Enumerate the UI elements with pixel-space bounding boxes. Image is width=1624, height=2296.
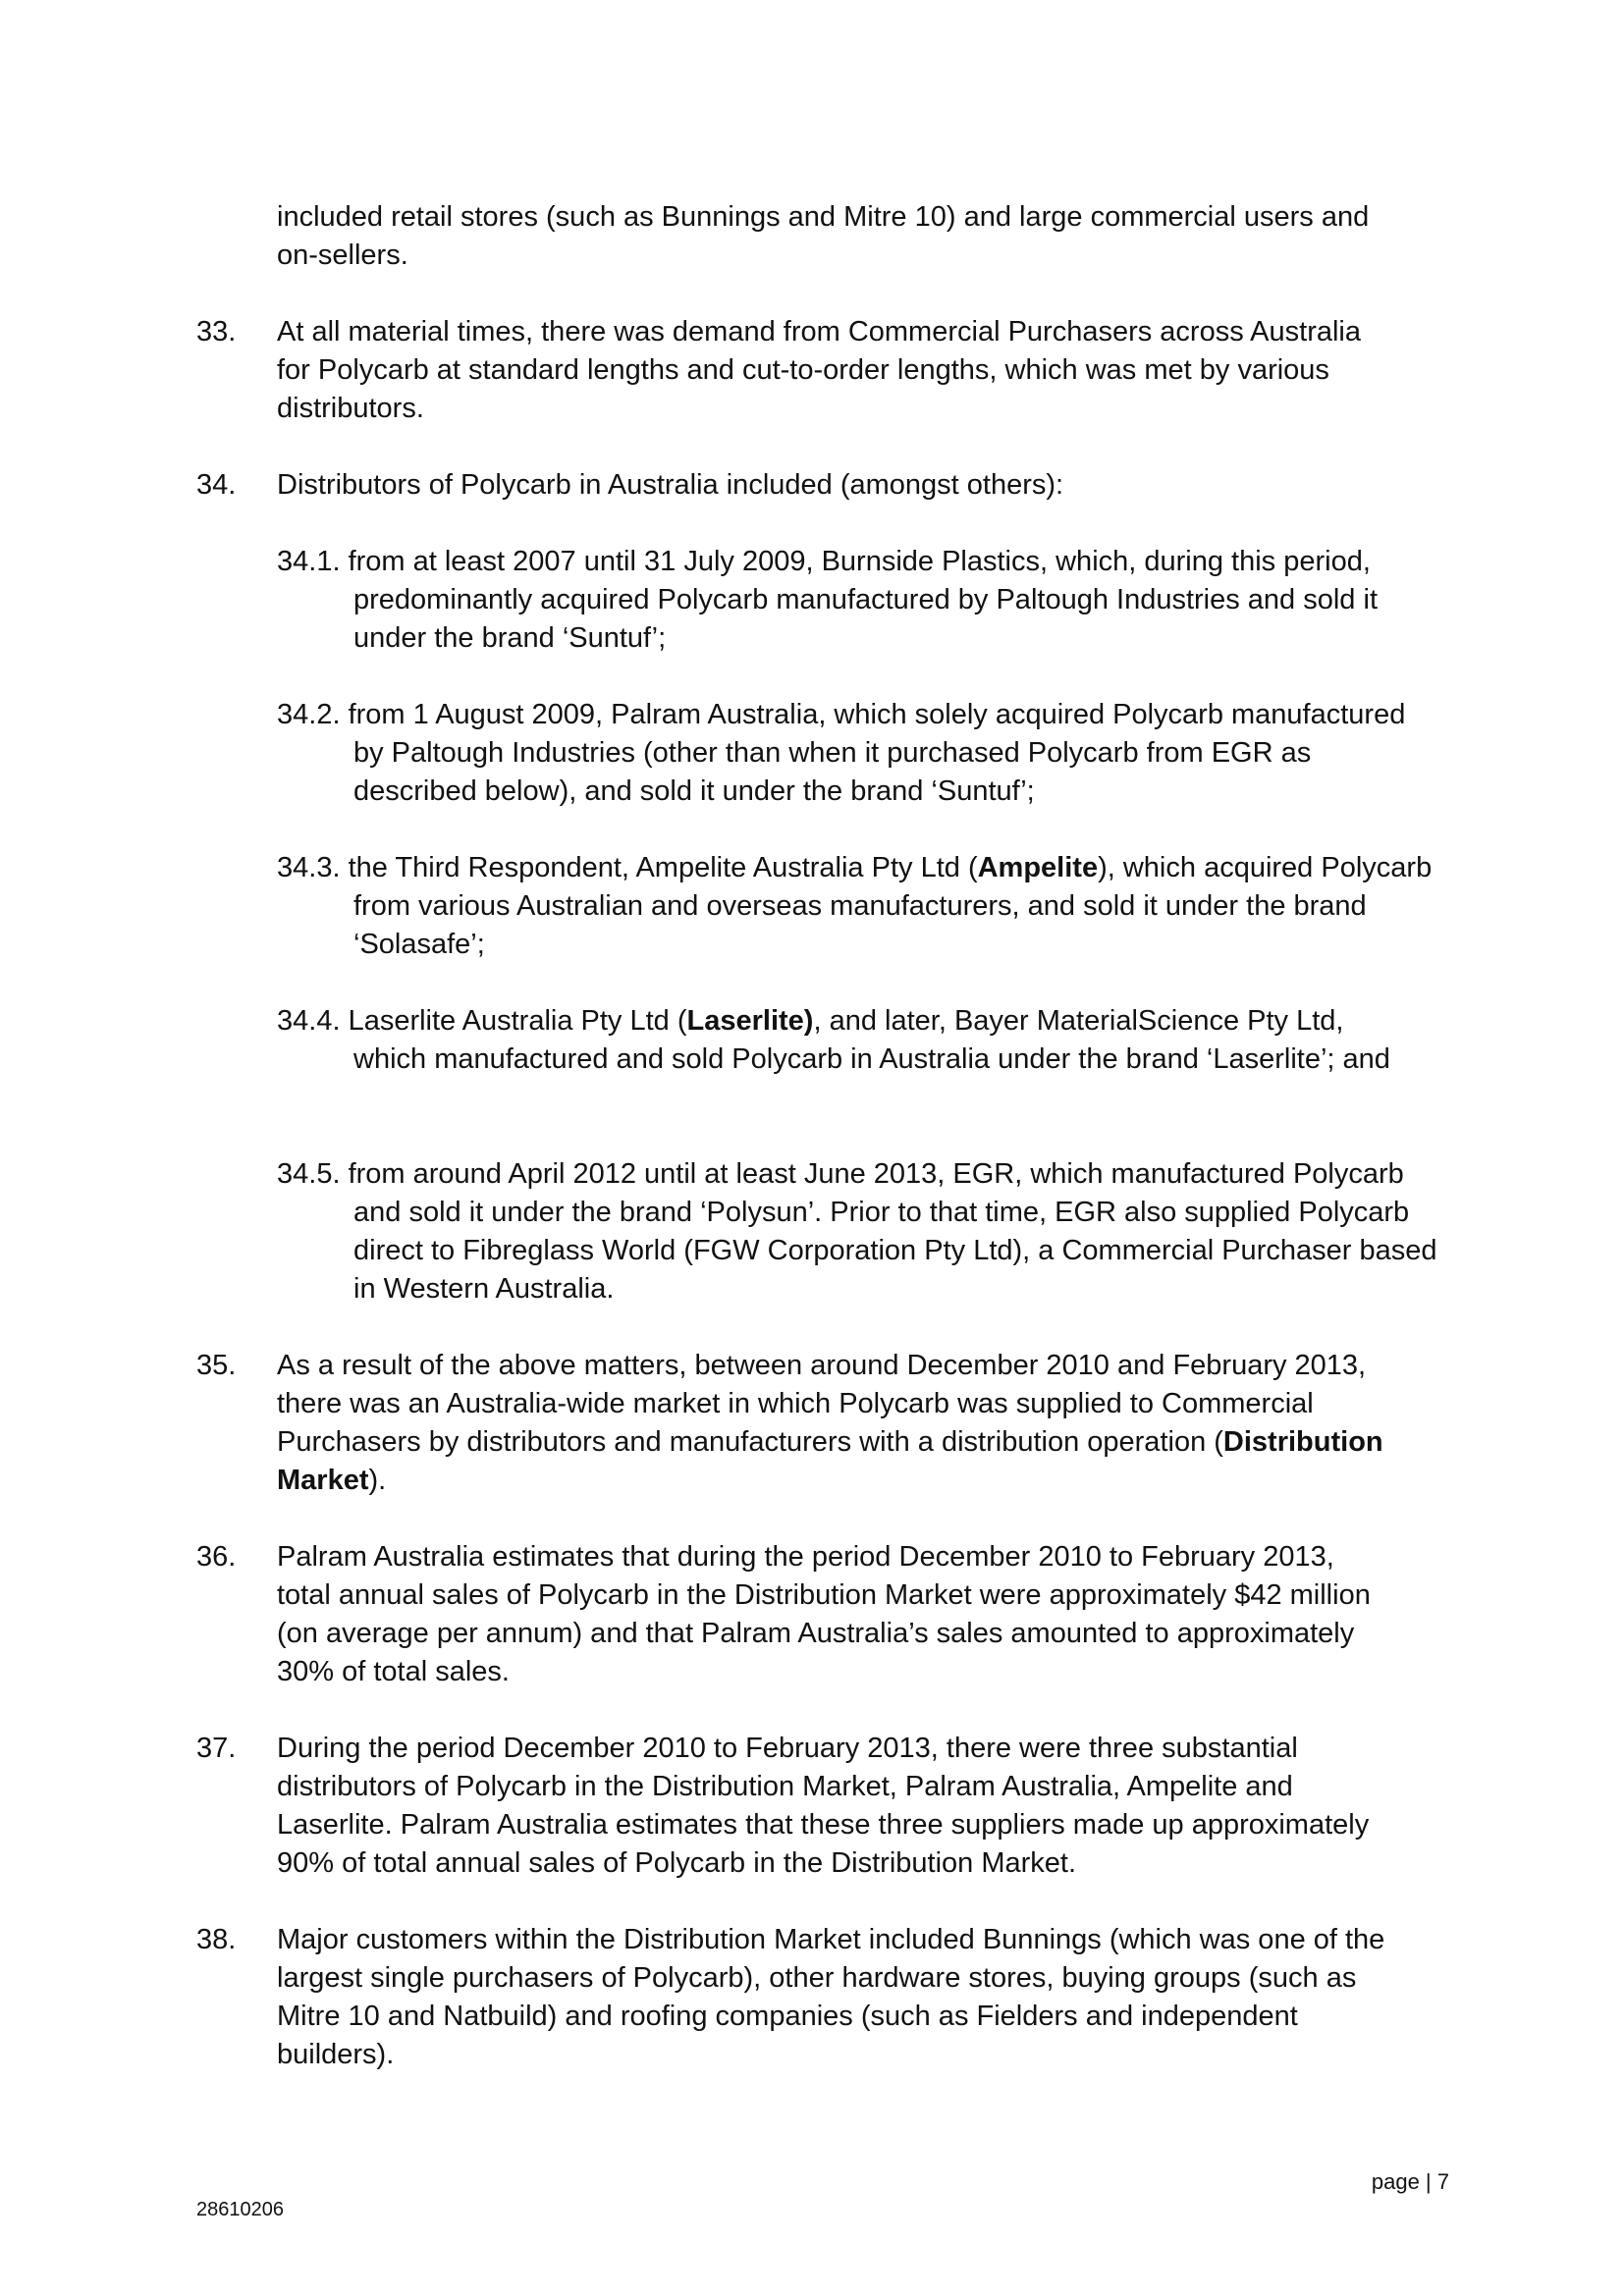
subparagraph-body: from 1 August 2009, Palram Australia, which solely acquired Polycarb manufactured by Paltough Industries (other than when it purchased Polycarb from EGR as described below), and sold it under the brand ‘Suntuf’; [348,699,1406,807]
subparagraph-body-pre: Laserlite Australia Pty Ltd ( [348,1005,687,1037]
defined-term: Ampelite [977,852,1099,883]
subparagraph-body: from at least 2007 until 31 July 2009, Burnside Plastics, which, during this period, predominantly acquired Polycarb manufactured by Paltough Industries and sold it under the brand ‘Suntuf’; [348,546,1378,654]
document-id: 28610206 [196,2199,284,2220]
subparagraph-text [277,1155,1443,1308]
paragraph-number: 35. [196,1350,237,1381]
subparagraph-text [277,696,1424,811]
subparagraph-number: 34.1. [277,546,341,577]
subparagraph-text [277,543,1424,658]
paragraph-text: At all material times, there was demand from Commercial Purchasers across Australia for Polycarb at standard lengths and cut-to-order lengths, which was met by various distributors. [277,316,1361,424]
paragraph-text: Distributors of Polycarb in Australia included (amongst others): [277,469,1064,501]
subparagraph-34-2 [277,696,1406,811]
subparagraph-text [277,849,1463,964]
paragraph-number: 36. [196,1541,237,1573]
defined-term: Distribution Market [277,1426,1383,1496]
subparagraph-34-4 [277,1002,1390,1079]
paragraph-number: 37. [196,1733,237,1764]
subparagraph-34-1 [277,543,1377,658]
subparagraph-34-5 [277,1155,1437,1308]
subparagraph-body-pre: the Third Respondent, Ampelite Australia Pty Ltd ( [348,852,978,883]
subparagraph-body: from around April 2012 until at least June 2013, EGR, which manufactured Polycarb and sold it under the brand ‘Polysun’. Prior to that time, EGR also supplied Polycarb direct to Fibreglass World (FGW Corporation Pty Ltd), a Commercial Purchaser based in Western Australia. [348,1158,1437,1305]
page-number: page | 7 [1371,2169,1449,2194]
subparagraph-number: 34.2. [277,699,341,730]
subparagraph-number: 34.5. [277,1158,341,1190]
paragraph-text: Palram Australia estimates that during the period December 2010 to February 2013, total annual sales of Polycarb in the Distribution Market were approximately $42 million (on average per annum) and that Palram Australia’s sales amounted to approximately 30% of total sales. [277,1541,1371,1687]
subparagraph-body-post: ), which acquired Polycarb from various Australian and overseas manufacturers, and sold it under the brand ‘Solasafe’; [353,852,1433,960]
subparagraph-number: 34.3. [277,852,341,883]
paragraph-number: 38. [196,1924,237,1955]
paragraph-text: Major customers within the Distribution Market included Bunnings (which was one of the largest single purchasers of Polycarb), other hardware stores, buying groups (such as Mitre 10 and Natbuild) and roofing companies (such as Fielders and independent builders). [277,1924,1385,2070]
subparagraph-body-post: , and later, Bayer MaterialScience Pty Ltd, which manufactured and sold Polycarb in Australia under the brand ‘Laserlite’; and [353,1005,1390,1075]
continuation-text: included retail stores (such as Bunnings and Mitre 10) and large commercial users and on-sellers. [277,201,1370,271]
subparagraph-number: 34.4. [277,1005,341,1037]
paragraph-number: 33. [196,316,237,347]
paragraph-number: 34. [196,469,237,501]
paragraph-body-pre: As a result of the above matters, between around December 2010 and February 2013, there was an Australia-wide market in which Polycarb was supplied to Commercial Purchasers by distributors and manufacturers with a distribution operation ( [277,1350,1367,1458]
paragraph-text: During the period December 2010 to February 2013, there were three substantial distributors of Polycarb in the Distribution Market, Palram Australia, Ampelite and Laserlite. Palram Australia estimates that these three suppliers made up approximately 90% of total annual sales of Polycarb in the Distribution Market. [277,1733,1370,1879]
paragraph-body-post: ). [368,1465,387,1496]
defined-term: Laserlite) [686,1005,814,1037]
subparagraph-text [277,1002,1424,1079]
paragraph-text [277,1347,1391,1500]
subparagraph-34-3 [277,849,1433,964]
